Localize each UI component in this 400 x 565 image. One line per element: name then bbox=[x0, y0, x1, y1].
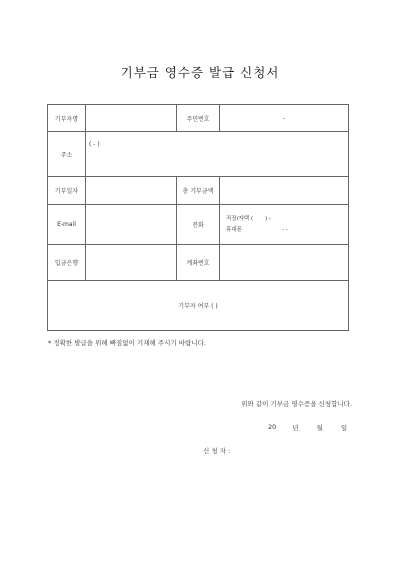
phone-field[interactable] bbox=[220, 205, 349, 245]
mobile-label: 휴대폰 bbox=[226, 226, 242, 233]
address-field[interactable] bbox=[86, 132, 349, 177]
day-label: 일 bbox=[340, 424, 348, 432]
total-amount-field[interactable] bbox=[220, 177, 349, 205]
address-label: 주소 bbox=[48, 132, 86, 177]
mobile-value: - - bbox=[281, 226, 288, 233]
instruction-note: * 정확한 발급을 위해 빠짐없이 기재해 주시기 바랍니다. bbox=[48, 339, 206, 347]
year-label: 년 bbox=[292, 424, 299, 432]
donor-name-field[interactable] bbox=[86, 105, 177, 132]
email-label: E-mail bbox=[48, 205, 86, 245]
application-form-table bbox=[47, 104, 349, 331]
rrn-field[interactable]: - bbox=[220, 105, 349, 132]
year-prefix: 20 bbox=[268, 423, 277, 431]
document-title: 기부금 영수증 발급 신청서 bbox=[120, 65, 280, 80]
date-line bbox=[268, 423, 347, 432]
donation-date-label: 기부일자 bbox=[48, 177, 86, 205]
address-value: ( - ) bbox=[89, 141, 100, 148]
disclosure-row[interactable] bbox=[48, 281, 349, 331]
donation-date-field[interactable] bbox=[86, 177, 177, 205]
bank-field[interactable] bbox=[86, 245, 177, 281]
work-home-value: ) - bbox=[265, 215, 271, 222]
total-amount-label: 총 기부금액 bbox=[177, 177, 220, 205]
applicant-label: 신 청 자 : bbox=[203, 447, 231, 455]
bank-label: 입금은행 bbox=[48, 245, 86, 281]
account-field[interactable] bbox=[220, 245, 349, 281]
phone-label: 전화 bbox=[177, 205, 220, 245]
rrn-label: 주민번호 bbox=[177, 105, 220, 132]
apply-statement: 위와 같이 기부금 영수증을 신청합니다. bbox=[241, 400, 352, 408]
donor-name-label: 기부자명 bbox=[48, 105, 86, 132]
account-label: 계좌번호 bbox=[177, 245, 220, 281]
email-field[interactable] bbox=[86, 205, 177, 245]
month-label: 월 bbox=[316, 424, 323, 432]
disclosure-text: 기부자 여부 ( ) bbox=[178, 303, 218, 310]
work-home-label: 직장/자택 ( bbox=[226, 215, 253, 222]
